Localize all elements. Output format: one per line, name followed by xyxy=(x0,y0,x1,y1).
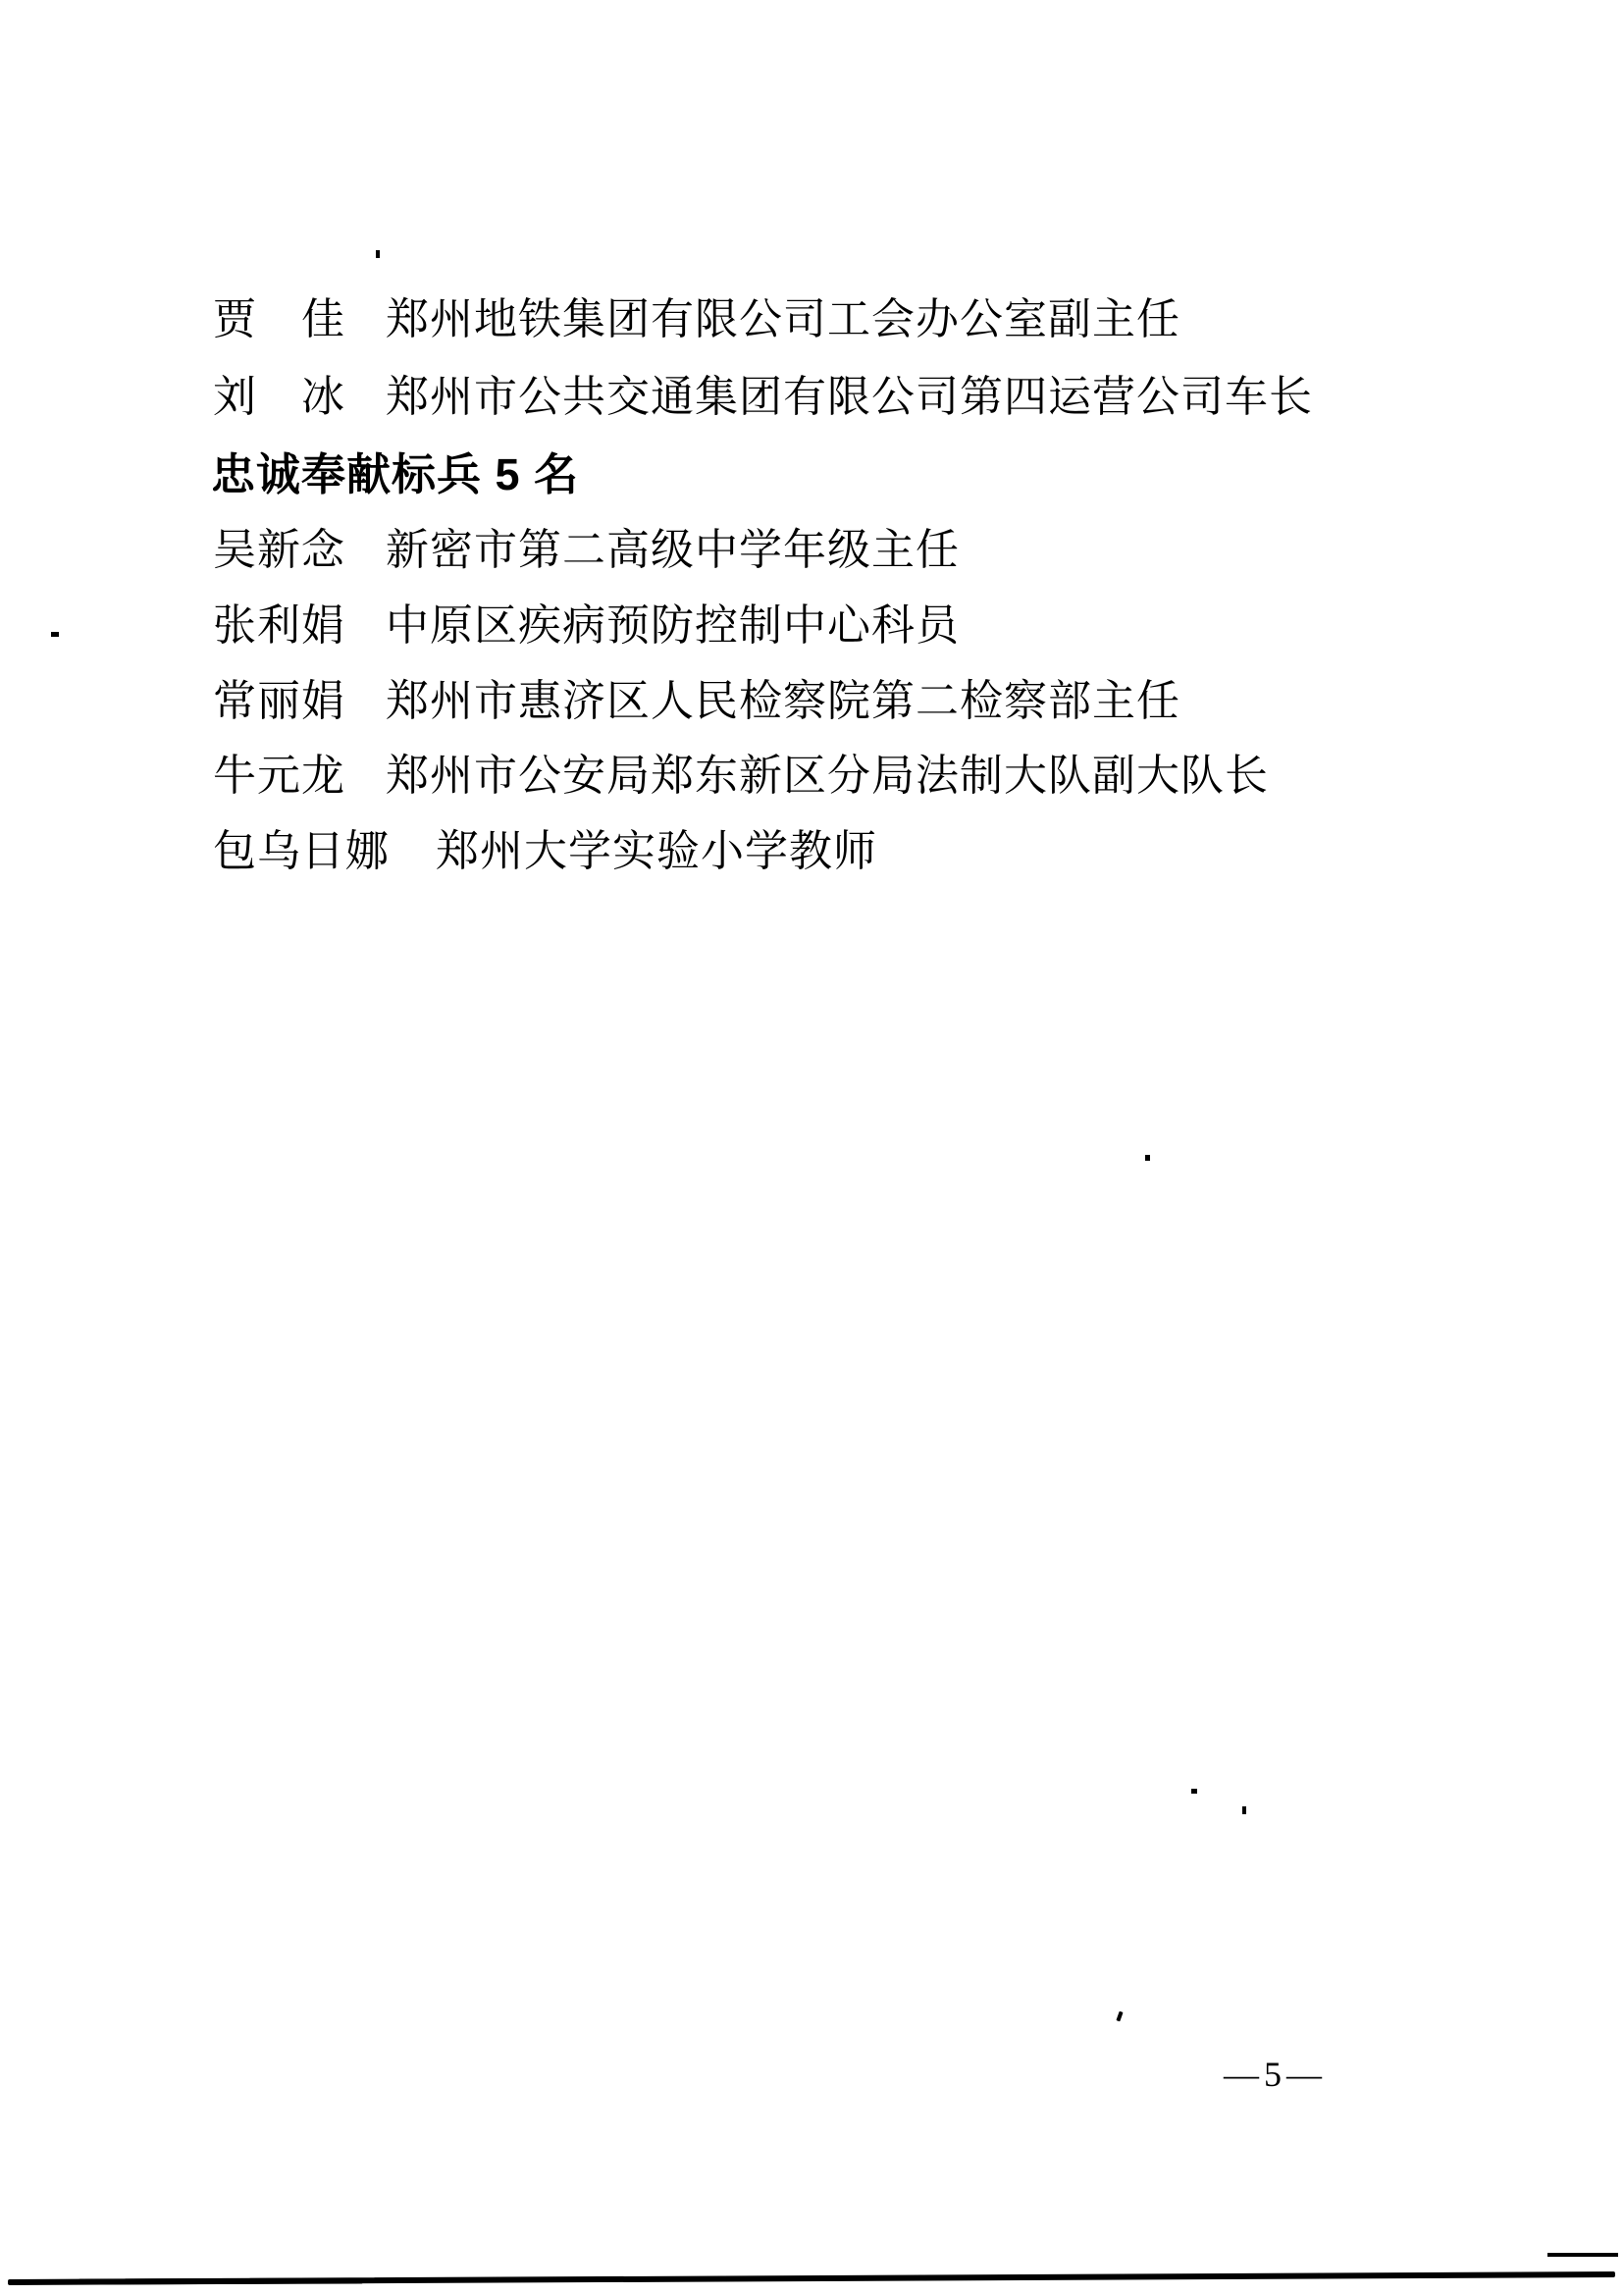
list-item xyxy=(213,677,1180,725)
scan-edge-line-small xyxy=(1547,2253,1618,2257)
list-item xyxy=(213,295,1180,343)
person-title: 中原区疾病预防控制中心科员 xyxy=(386,601,960,650)
person-name: 常丽娟 xyxy=(213,677,345,725)
person-title: 郑州市惠济区人民检察院第二检察部主任 xyxy=(386,677,1180,725)
person-title: 郑州大学实验小学教师 xyxy=(436,827,877,875)
scan-speck xyxy=(1145,1155,1150,1161)
section-heading: 忠诚奉献标兵 5 名 xyxy=(211,449,580,499)
scan-speck xyxy=(1242,1806,1246,1814)
person-name: 张利娟 xyxy=(213,601,345,650)
person-name: 贾 佳 xyxy=(213,295,345,343)
scan-speck xyxy=(1191,1789,1197,1794)
person-title: 郑州市公安局郑东新区分局法制大队副大队长 xyxy=(386,752,1269,800)
list-item xyxy=(213,526,960,574)
list-item xyxy=(213,601,960,650)
scan-speck xyxy=(376,250,380,258)
page-number: —5— xyxy=(1224,2055,1327,2094)
scan-speck xyxy=(51,632,59,637)
person-title: 郑州地铁集团有限公司工会办公室副主任 xyxy=(386,295,1180,343)
person-title: 新密市第二高级中学年级主任 xyxy=(386,526,960,574)
scan-speck xyxy=(1116,2011,1123,2022)
list-item xyxy=(213,373,1313,421)
person-title: 郑州市公共交通集团有限公司第四运营公司车长 xyxy=(386,373,1313,421)
person-name: 刘 冰 xyxy=(213,373,345,421)
list-item xyxy=(213,752,1269,800)
person-name: 吴新念 xyxy=(213,526,345,574)
scan-edge-line xyxy=(8,2271,1615,2285)
person-name: 包乌日娜 xyxy=(213,827,390,875)
list-item xyxy=(213,827,877,875)
person-name: 牛元龙 xyxy=(213,752,345,800)
